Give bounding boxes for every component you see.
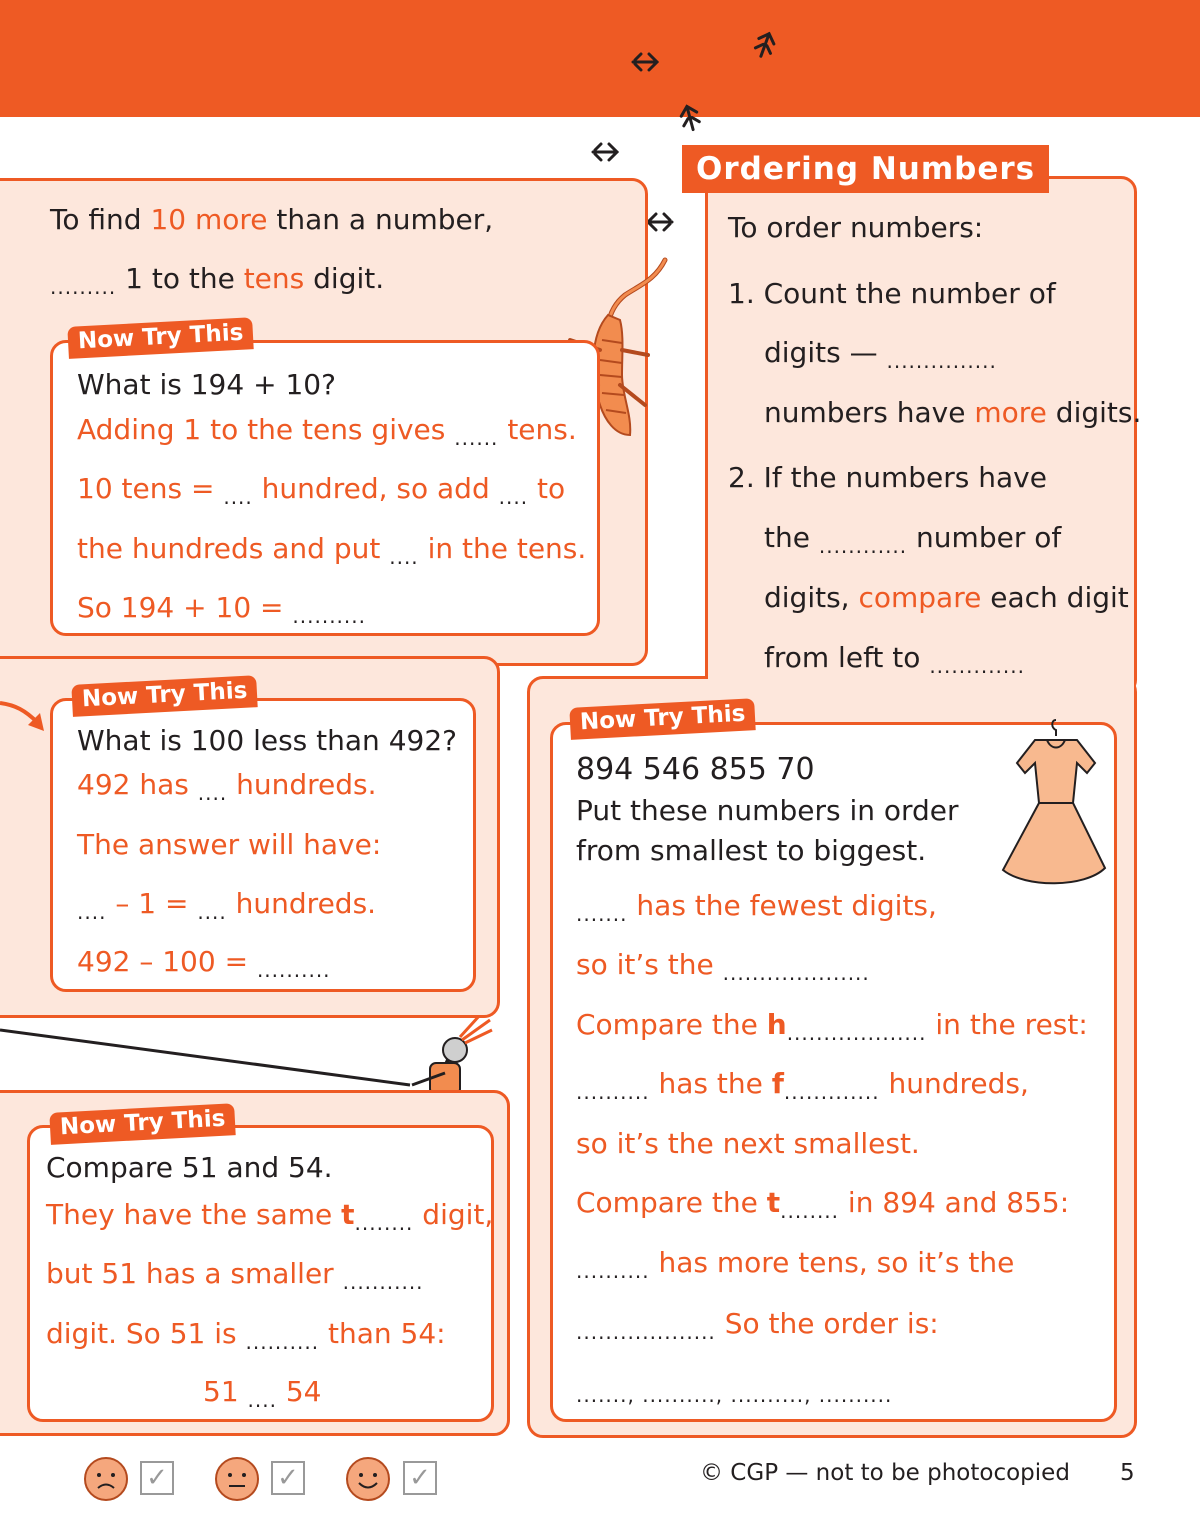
try4-question-line1: Put these numbers in order [576, 794, 959, 827]
try3-line4: 51 $_{....}$ 54 [203, 1375, 322, 1412]
ordering-step1-line3: numbers have more digits. [764, 396, 1142, 429]
try4-question-line2: from smallest to biggest. [576, 834, 927, 867]
now-try-this-tag: Now Try This [67, 317, 254, 359]
try4-line4: $_{..........}$ has the $f_{.............}$ hundreds, [576, 1067, 1029, 1104]
try4-line6: Compare the $t_{........}$ in 894 and 855: [576, 1186, 1070, 1223]
try4-line2: so it’s the $_{....................}$ [576, 948, 870, 985]
ordering-step2-line4: from left to $_{.............}$ [764, 641, 1025, 678]
try2-question: What is 100 less than 492? [77, 724, 457, 757]
tick-box[interactable]: ✓ [403, 1461, 437, 1495]
try1-line2: 10 tens = $_{....}$ hundred, so add $_{....}$ to [77, 472, 566, 509]
ten-more-rule-line1: To find 10 more than a number, [50, 203, 494, 236]
footprint-icon [679, 104, 701, 131]
try4-line1: $_{.......}$ has the fewest digits, [576, 889, 937, 926]
numbers-list: 894 546 855 70 [576, 752, 815, 787]
try1-line4: So 194 + 10 = $_{..........}$ [77, 591, 366, 628]
try4-line5: so it’s the next smallest. [576, 1127, 920, 1160]
try2-line4: 492 – 100 = $_{..........}$ [77, 945, 331, 982]
try4-line7: $_{..........}$ has more tens, so it’s the [576, 1246, 1015, 1283]
ordering-intro: To order numbers: [728, 211, 984, 244]
page-number: 5 [1120, 1460, 1135, 1486]
try4-line8: $_{...................}$ So the order is: [576, 1307, 939, 1344]
neutral-face-icon[interactable] [215, 1457, 259, 1501]
footprint-icon [633, 54, 657, 70]
happy-face-icon[interactable] [346, 1457, 390, 1501]
ordering-step1-line1: 1. Count the number of [728, 277, 1056, 310]
try2-line1: 492 has $_{....}$ hundreds. [77, 768, 377, 805]
try3-line3: digit. So 51 is $_{..........}$ than 54: [46, 1317, 446, 1354]
sad-face-icon[interactable] [84, 1457, 128, 1501]
try4-line3: Compare the $h_{...................}$ in the rest: [576, 1008, 1088, 1045]
ten-more-rule-line2: $_{.........}$ 1 to the tens digit. [50, 262, 385, 299]
try2-line3: $_{....}$ – 1 = $_{....}$ hundreds. [77, 887, 377, 924]
tick-box[interactable]: ✓ [271, 1461, 305, 1495]
arrow-icon [0, 695, 52, 740]
try4-line9: ......., .........., .........., .......... [576, 1383, 893, 1407]
ordering-step2-line1: 2. If the numbers have [728, 461, 1047, 494]
try3-line2: but 51 has a smaller $_{...........}$ [46, 1257, 424, 1294]
try1-line1: Adding 1 to the tens gives $_{......}$ tens. [77, 413, 577, 450]
ordering-numbers-panel [705, 176, 1137, 696]
footprint-icon [753, 31, 776, 59]
dress-icon [995, 718, 1117, 893]
try2-line2: The answer will have: [77, 828, 382, 861]
page-title: Ordering Numbers [682, 145, 1049, 193]
ordering-step2-line3: digits, compare each digit [764, 581, 1129, 614]
ordering-step2-line2: the $_{............}$ number of [764, 521, 1062, 558]
footprint-icon [593, 144, 617, 160]
now-try-this-tag: Now Try This [569, 698, 756, 740]
now-try-this-tag: Now Try This [49, 1103, 236, 1145]
footprint-icon [648, 214, 672, 230]
try1-line3: the hundreds and put $_{....}$ in the tens. [77, 532, 587, 569]
try3-line1: They have the same $t_{........}$ digit, [46, 1198, 494, 1235]
now-try-this-tag: Now Try This [71, 675, 258, 717]
try3-question: Compare 51 and 54. [46, 1151, 333, 1184]
try1-question: What is 194 + 10? [77, 368, 336, 401]
tick-box[interactable]: ✓ [140, 1461, 174, 1495]
ordering-step1-line2: digits — $_{...............}$ [764, 336, 997, 373]
copyright-notice: © CGP — not to be photocopied [700, 1460, 1070, 1486]
